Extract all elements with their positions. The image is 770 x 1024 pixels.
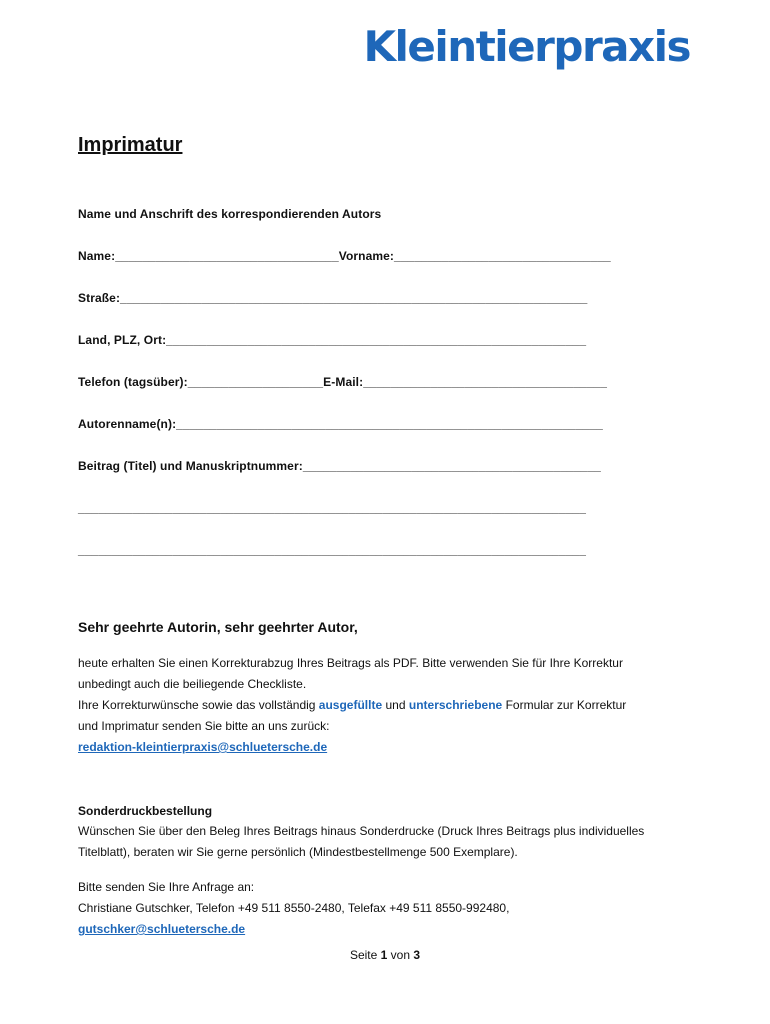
autoren-row [78, 417, 603, 431]
beitrag-label: Beitrag (Titel) und Manuskriptnummer: [78, 459, 303, 473]
telefon-label: Telefon (tagsüber): [78, 375, 188, 389]
request-text: Bitte senden Sie Ihre Anfrage an: [78, 880, 255, 894]
contact-block [78, 877, 698, 940]
letter-line-1: heute erhalten Sie einen Korrekturabzug Ihres Beitrags als PDF. Bitte verwenden Sie für Ihre Korrektur [78, 656, 623, 670]
extra-line-2[interactable]: ___________________________________________________________________________ [78, 543, 587, 557]
gutschker-email-link[interactable]: gutschker@schluetersche.de [78, 922, 246, 936]
letter-line-2: unbedingt auch die beiliegende Checkliste. [78, 677, 307, 691]
strasse-row [78, 291, 587, 305]
letter-body [78, 653, 698, 758]
letter-line-3-start: Ihre Korrekturwünsche sowie das vollständig [78, 698, 319, 712]
name-label: Name: [78, 249, 116, 263]
redaktion-email-link[interactable]: redaktion-kleintierpraxis@schluetersche.de [78, 740, 328, 754]
autoren-field[interactable]: _______________________________________________________________ [176, 417, 603, 431]
form-section-heading: Name und Anschrift des korrespondierenden Autors [78, 207, 382, 221]
telefon-row [78, 375, 607, 389]
page-title: Imprimatur [78, 134, 183, 156]
email-label: E-Mail: [323, 375, 364, 389]
highlight-ausgefuellt: ausgefüllte [318, 698, 383, 712]
email-field[interactable]: ____________________________________ [363, 375, 608, 389]
beitrag-row [78, 459, 601, 473]
footer-total-pages: 3 [413, 948, 421, 962]
footer-middle: von [387, 948, 414, 962]
extra-line-1[interactable]: ___________________________________________________________________________ [78, 501, 587, 515]
letter-line-4: und Imprimatur senden Sie bitte an uns zurück: [78, 719, 330, 733]
beitrag-field[interactable]: ____________________________________________ [302, 459, 601, 473]
sonderdruck-body [78, 821, 698, 863]
ort-field[interactable]: ______________________________________________________________ [166, 333, 587, 347]
page-footer [0, 948, 770, 962]
vorname-field[interactable]: ________________________________ [394, 249, 611, 263]
sonderdruck-line-2: Titelblatt), beraten wir Sie gerne persönlich (Mindestbestellmenge 500 Exemplare). [78, 845, 518, 859]
strasse-label: Straße: [78, 291, 121, 305]
brand-logo: Kleintierpraxis [363, 22, 690, 71]
autoren-label: Autorenname(n): [78, 417, 177, 431]
letter-line-3-mid: und [382, 698, 409, 712]
name-row [78, 249, 611, 263]
letter-line-3-end: Formular zur Korrektur [502, 698, 627, 712]
sonderdruck-heading: Sonderdruckbestellung [78, 804, 213, 818]
letter-greeting: Sehr geehrte Autorin, sehr geehrter Autor, [78, 619, 358, 635]
contact-text: Christiane Gutschker, Telefon +49 511 8550-2480, Telefax +49 511 8550-992480, [78, 901, 510, 915]
letter-line-3 [78, 695, 698, 716]
strasse-field[interactable]: _____________________________________________________________________ [120, 291, 588, 305]
telefon-field[interactable]: ____________________ [187, 375, 324, 389]
sonderdruck-line-1: Wünschen Sie über den Beleg Ihres Beitrags hinaus Sonderdrucke (Druck Ihres Beitrags plus individuelles [78, 824, 645, 838]
name-field[interactable]: _________________________________ [115, 249, 339, 263]
vorname-label: Vorname: [338, 249, 394, 263]
footer-prefix: Seite [349, 948, 381, 962]
highlight-unterschrieben: unterschriebene [408, 698, 503, 712]
ort-label: Land, PLZ, Ort: [78, 333, 167, 347]
footer-current-page: 1 [380, 948, 388, 962]
ort-row [78, 333, 586, 347]
